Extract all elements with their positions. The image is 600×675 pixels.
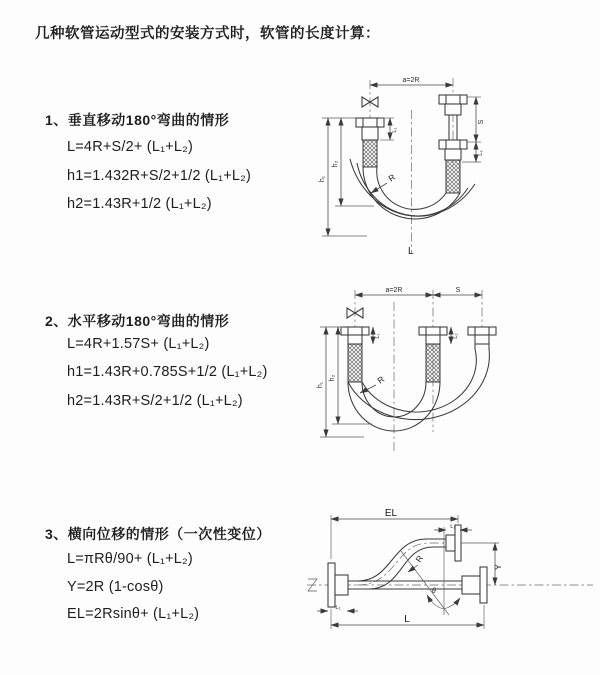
dim-label-h1: h₁ bbox=[317, 381, 324, 389]
section1-formula-h2: h2=1.43R+1/2 (L₁+L₂) bbox=[67, 196, 212, 212]
dimension-fit-left bbox=[317, 605, 358, 611]
section3-heading: 3、横向位移的情形（一次性变位） bbox=[45, 526, 271, 542]
dimension-movement-S bbox=[467, 97, 485, 142]
section3-formula-EL: EL=2Rsinθ+ (L₁+L₂) bbox=[67, 606, 200, 622]
dimension-fit-middle bbox=[451, 327, 459, 344]
dim-label-radius: R bbox=[375, 373, 387, 386]
dim-label-span: a=2R bbox=[385, 287, 403, 294]
dim-label-angle: θ bbox=[432, 588, 436, 595]
right-flange-displaced bbox=[446, 525, 461, 561]
dim-label-fit-left: L₁ bbox=[375, 333, 381, 339]
dimension-span bbox=[355, 287, 433, 295]
section1-formula-L: L=4R+S/2+ (L₁+L₂) bbox=[67, 139, 193, 155]
dimension-fit-right bbox=[434, 524, 472, 530]
dimension-movement-S bbox=[433, 287, 482, 295]
dim-label-fit-right: L₂ bbox=[478, 150, 484, 156]
dim-label-length: L bbox=[408, 246, 414, 257]
dim-label-span: a=2R bbox=[402, 77, 420, 84]
dim-label-movement: S bbox=[455, 287, 461, 294]
left-flange bbox=[341, 327, 369, 344]
section2-formula-h1: h1=1.43R+0.785S+1/2 (L₁+L₂) bbox=[67, 364, 268, 380]
dim-label-fit-middle: L₂ bbox=[453, 333, 459, 339]
radius-leader bbox=[360, 374, 386, 393]
radius-leader bbox=[371, 172, 397, 193]
page-title: 几种软管运动型式的安装方式时，软管的长度计算： bbox=[35, 26, 380, 42]
section2-heading: 2、水平移动180°弯曲的情形 bbox=[45, 313, 230, 329]
right-flange-original bbox=[462, 567, 487, 603]
centerlines bbox=[355, 290, 482, 454]
section2-formula-h2: h2=1.43R+S/2+1/2 (L₁+L₂) bbox=[67, 393, 243, 409]
dim-label-fit-left: L₁ bbox=[392, 127, 398, 133]
section3-formula-Y: Y=2R (1-cosθ) bbox=[67, 579, 164, 595]
dim-label-offset: Y bbox=[493, 564, 503, 570]
dim-label-length: L bbox=[404, 614, 410, 625]
section1-formula-h1: h1=1.432R+S/2+1/2 (L₁+L₂) bbox=[67, 168, 252, 184]
dim-label-radius: R bbox=[386, 171, 398, 184]
dimension-L bbox=[331, 605, 484, 629]
dim-label-span: EL bbox=[384, 508, 398, 519]
diagram-lateral-displacement bbox=[301, 503, 599, 641]
right-flange-lower bbox=[439, 140, 467, 160]
dim-label-h2: h₂ bbox=[329, 374, 336, 382]
left-flange bbox=[356, 118, 384, 140]
dim-label-fit-left: L₁ bbox=[335, 605, 341, 611]
dim-label-h1: h₁ bbox=[319, 175, 326, 183]
dimension-span bbox=[370, 77, 453, 85]
middle-hose-braid bbox=[426, 344, 440, 382]
dimension-h1 bbox=[319, 118, 367, 236]
diagram-horizontal-180-bend bbox=[312, 282, 597, 462]
dim-label-fit-right: L₂ bbox=[450, 524, 456, 530]
dimension-EL bbox=[331, 508, 458, 559]
dim-label-h2: h₂ bbox=[332, 160, 339, 168]
section1-heading: 1、垂直移动180°弯曲的情形 bbox=[45, 112, 230, 128]
radius-leader bbox=[408, 553, 425, 572]
left-hose-braid bbox=[363, 140, 377, 167]
dim-label-radius: R bbox=[413, 553, 426, 565]
diagram-vertical-180-bend bbox=[312, 66, 590, 262]
left-flange bbox=[328, 563, 348, 607]
right-flange bbox=[468, 327, 496, 344]
dimension-fit-left bbox=[373, 327, 381, 344]
middle-flange bbox=[419, 327, 447, 344]
section3-formula-L: L=πRθ/90+ (L₁+L₂) bbox=[67, 551, 193, 567]
dim-label-movement: S bbox=[478, 119, 485, 125]
left-hose-braid bbox=[348, 344, 362, 382]
section2-formula-L: L=4R+1.57S+ (L₁+L₂) bbox=[67, 336, 210, 352]
right-flange-upper bbox=[439, 95, 467, 115]
hose-loops bbox=[348, 344, 489, 431]
right-hose-braid bbox=[446, 160, 460, 193]
